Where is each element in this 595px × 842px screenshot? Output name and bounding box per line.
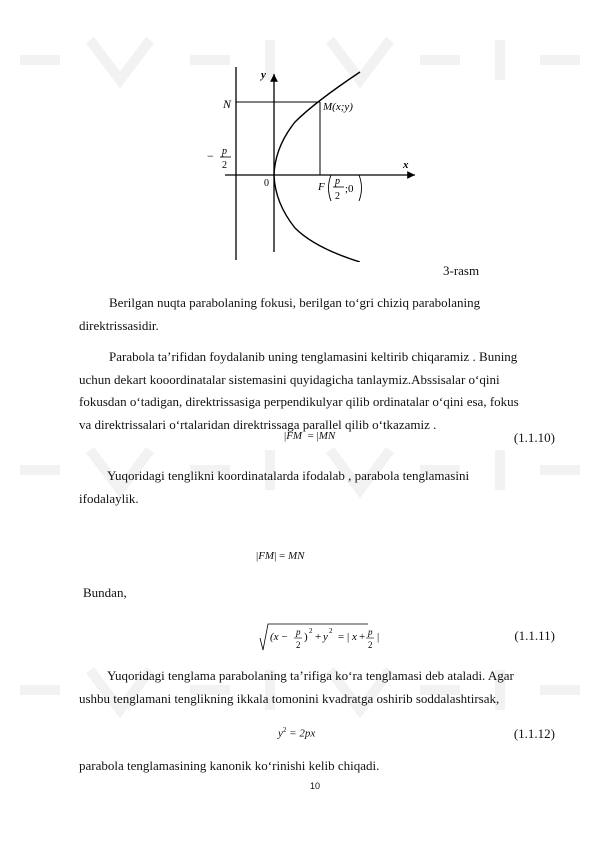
focus-tail: ;0 (345, 183, 354, 195)
point-m-label: M(x;y) (323, 101, 353, 113)
svg-text:y: y (323, 631, 328, 643)
equation-1-1-12: $y^2 = 2px$ (278, 726, 316, 740)
text-line: fokusdan o‘tadigan, direktrissasiga perpendikulyar qilib ordinatalar o‘qini esa, fokus (79, 394, 519, 409)
svg-text:2: 2 (329, 627, 333, 635)
minus-sign: − (207, 149, 214, 163)
svg-text:+: + (315, 631, 322, 643)
text-line: direktrissasidir. (79, 317, 159, 333)
text-line: ifodalaylik. (79, 490, 139, 506)
equation-fm-mn: |FM| = MN (256, 550, 305, 562)
svg-text:p: p (296, 627, 301, 637)
text-line: Parabola ta’rifidan foydalanib uning tenglamasini keltirib chiqaramiz . Buning (109, 349, 518, 364)
text-line: va direktrissalari o‘rtalaridan direktrissaga parallel qilib o‘tkazamiz . (79, 416, 437, 432)
page-number: 10 (310, 781, 321, 791)
origin-label: 0 (264, 178, 269, 189)
svg-text:x: x (352, 631, 357, 643)
focus-f-label: F (318, 181, 325, 193)
svg-text:2: 2 (296, 640, 301, 650)
paragraph-5 (79, 665, 557, 710)
equation-number: (1.1.12) (513, 726, 555, 741)
paragraph-6: parabola tenglamasining kanonik ko‘rinishi kelib chiqadi. (79, 758, 380, 773)
figure-caption: 3-rasm (443, 263, 480, 278)
equation-number: (1.1.11) (514, 628, 555, 643)
svg-text:p: p (368, 627, 373, 637)
text-line: uchun dekart kooordinatalar sistemasini quyidagicha tanlaymiz.Abssisalar o‘qini (79, 371, 500, 387)
paragraph-1 (79, 292, 557, 337)
frac-p-left: p (222, 146, 227, 157)
text-line: ushbu tenglamani tenglikning ikkala tomonini kvadratga oshirib soddalashtirsak, (79, 690, 500, 706)
point-n-label: N (223, 97, 232, 111)
text-line: Yuqoridagi tenglama parabolaning ta’rifiga ko‘ra tenglamasi deb ataladi. Agar (107, 668, 514, 683)
frac-2-focus: 2 (335, 191, 340, 202)
svg-text:+: + (359, 631, 366, 643)
y-axis-label: y (261, 69, 266, 81)
x-axis-label: x (403, 159, 409, 171)
frac-2-left: 2 (222, 160, 227, 171)
parabola-figure (195, 62, 425, 262)
equation-1-1-11 (258, 620, 388, 654)
equation-number: (1.1.10) (513, 430, 555, 445)
paragraph-2 (79, 346, 557, 436)
paragraph-3 (79, 465, 557, 510)
svg-text:): ) (304, 631, 308, 643)
equation-1-1-10: |FM = |MN (284, 430, 336, 442)
svg-text:(x −: (x − (270, 631, 288, 643)
paragraph-4: Bundan, (83, 585, 127, 600)
svg-text:2: 2 (368, 640, 373, 650)
svg-text:= |: = | (338, 631, 350, 643)
text-line: Yuqoridagi tenglikni koordinatalarda ifodalab , parabola tenglamasini (107, 468, 470, 483)
text-line: Berilgan nuqta parabolaning fokusi, berilgan to‘gri chiziq parabolaning (109, 295, 481, 310)
frac-p-focus: p (335, 176, 340, 187)
svg-text:|: | (377, 631, 380, 643)
svg-text:2: 2 (309, 627, 313, 635)
